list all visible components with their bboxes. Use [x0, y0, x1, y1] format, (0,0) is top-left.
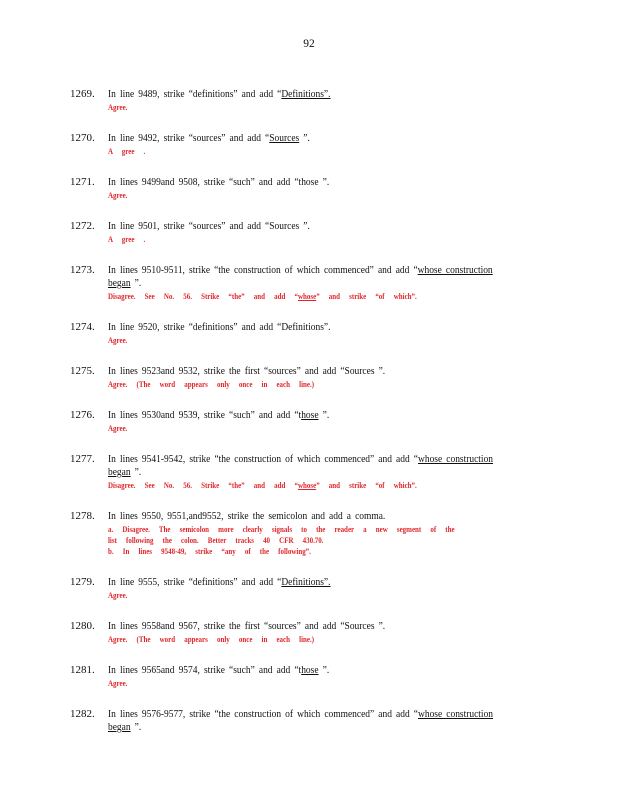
- instruction-text: [108, 264, 512, 290]
- instruction-pre: In lines 9565and 9574, strike “such” and add “t: [108, 664, 302, 676]
- instruction-text: [108, 176, 471, 189]
- reviewer-comment: [108, 291, 493, 302]
- comment-line: A gree .: [108, 146, 146, 156]
- entry-body: [108, 321, 530, 346]
- instruction-underlined: hose: [301, 664, 319, 676]
- comment-line: b. In lines 9548-49, strike “any of the following”.: [108, 546, 311, 556]
- reviewer-comment: [108, 234, 454, 245]
- comment-line: A gree .: [108, 234, 146, 244]
- entry-item: [70, 321, 530, 346]
- entry-number: 1275.: [70, 365, 95, 377]
- entry-body: [108, 264, 578, 302]
- entry-body: [108, 453, 578, 491]
- entry-body: [108, 365, 530, 390]
- instruction-underlined: Definitions”.: [281, 576, 331, 588]
- comment-line: Agree.: [108, 590, 128, 600]
- instruction-pre: In lines 9576-9577, strike “the construction of which commenced” and add “: [108, 708, 419, 720]
- reviewer-comment: [108, 190, 454, 201]
- entry-number: 1279.: [70, 576, 95, 588]
- page-number: 92: [303, 38, 315, 50]
- reviewer-comment: [108, 379, 454, 390]
- instruction-post: ”.: [130, 277, 142, 289]
- entry-number: 1273.: [70, 264, 95, 276]
- comment-line: Agree.: [108, 423, 128, 433]
- instruction-text: [108, 321, 471, 334]
- entry-body: [108, 708, 578, 734]
- instruction-text: [108, 664, 471, 677]
- entry-body: [108, 132, 530, 157]
- instruction-pre: In line 9489, strike “definitions” and add “: [108, 88, 282, 100]
- entry-body: [108, 176, 530, 201]
- entry-number: 1277.: [70, 453, 95, 465]
- instruction-pre: In lines 9550, 9551,and9552, strike the semicolon and add a comma.: [108, 510, 386, 522]
- instruction-text: [108, 510, 471, 523]
- entry-list: [70, 88, 530, 753]
- instruction-post: ”.: [318, 664, 330, 676]
- instruction-post: ”.: [130, 466, 142, 478]
- entry-item: [70, 264, 530, 302]
- entry-body: [108, 664, 530, 689]
- instruction-text: [108, 365, 471, 378]
- comment-line: Agree. (The word appears only once in each line.): [108, 634, 315, 644]
- entry-body: [108, 510, 531, 557]
- entry-body: [108, 576, 530, 601]
- entry-item: [70, 708, 530, 734]
- reviewer-comment: [108, 102, 454, 113]
- reviewer-comment: [108, 678, 454, 689]
- instruction-pre: In lines 9530and 9539, strike “such” and add “t: [108, 409, 302, 421]
- instruction-text: [108, 220, 471, 233]
- entry-item: [70, 664, 530, 689]
- entry-item: [70, 620, 530, 645]
- entry-body: [108, 409, 530, 434]
- instruction-post: ”.: [299, 132, 310, 144]
- entry-number: 1271.: [70, 176, 95, 188]
- entry-item: [70, 365, 530, 390]
- instruction-post: ”.: [130, 721, 142, 733]
- comment-underlined: whose: [297, 291, 317, 301]
- instruction-text: [108, 88, 471, 101]
- instruction-underlined: whose construction began: [108, 264, 493, 289]
- comment-line: Agree.: [108, 190, 128, 200]
- reviewer-comment: [108, 146, 454, 157]
- instruction-text: [108, 708, 512, 734]
- instruction-pre: In lines 9499and 9508, strike “such” and add “those ”.: [108, 176, 330, 188]
- comment-line: a. Disagree. The semicolon more clearly signals to the reader a new segment of the: [108, 524, 455, 534]
- entry-number: 1278.: [70, 510, 95, 522]
- reviewer-comment: [108, 480, 493, 491]
- comment-pre: Disagree. See No. 56. Strike “the” and add “: [108, 291, 298, 301]
- instruction-pre: In lines 9510-9511, strike “the construction of which commenced” and add “: [108, 264, 418, 276]
- instruction-pre: In lines 9541-9542, strike “the construction of which commenced” and add “: [108, 453, 419, 465]
- instruction-text: [108, 409, 471, 422]
- entry-number: 1269.: [70, 88, 95, 100]
- comment-line: Agree.: [108, 335, 128, 345]
- comment-line: list following the colon. Better tracks 40 CFR 430.70.: [108, 535, 324, 545]
- entry-number: 1282.: [70, 708, 95, 720]
- reviewer-comment: [108, 335, 454, 346]
- comment-line: Agree. (The word appears only once in each line.): [108, 379, 315, 389]
- instruction-text: [108, 132, 471, 145]
- entry-body: [108, 620, 530, 645]
- instruction-pre: In line 9501, strike “sources” and add “Sources ”.: [108, 220, 310, 232]
- entry-number: 1276.: [70, 409, 95, 421]
- entry-item: [70, 409, 530, 434]
- instruction-post: ”.: [318, 409, 330, 421]
- entry-item: [70, 88, 530, 113]
- entry-item: [70, 220, 530, 245]
- instruction-pre: In lines 9523and 9532, strike the first “sources” and add “Sources ”.: [108, 365, 386, 377]
- instruction-underlined: Sources: [269, 132, 300, 144]
- entry-body: [108, 220, 530, 245]
- instruction-text: [108, 576, 471, 589]
- instruction-pre: In lines 9558and 9567, strike the first “sources” and add “Sources ”.: [108, 620, 386, 632]
- comment-line: Agree.: [108, 678, 128, 688]
- entry-number: 1281.: [70, 664, 95, 676]
- instruction-pre: In line 9520, strike “definitions” and add “Definitions”.: [108, 321, 331, 333]
- instruction-pre: In line 9555, strike “definitions” and add “: [108, 576, 282, 588]
- entry-item: [70, 176, 530, 201]
- instruction-text: [108, 620, 471, 633]
- entry-number: 1270.: [70, 132, 95, 144]
- instruction-underlined: whose construction began: [108, 453, 494, 478]
- entry-number: 1280.: [70, 620, 95, 632]
- instruction-underlined: whose construction began: [108, 708, 494, 733]
- entry-body: [108, 88, 530, 113]
- entry-item: [70, 510, 530, 557]
- instruction-text: [108, 453, 512, 479]
- instruction-pre: In line 9492, strike “sources” and add “: [108, 132, 270, 144]
- entry-item: [70, 576, 530, 601]
- entry-item: [70, 453, 530, 491]
- reviewer-comment: [108, 590, 454, 601]
- entry-number: 1272.: [70, 220, 95, 232]
- comment-post: ” and strike “of which”.: [316, 480, 417, 490]
- comment-pre: Disagree. See No. 56. Strike “the” and add “: [108, 480, 298, 490]
- reviewer-comment: [108, 634, 454, 645]
- instruction-underlined: hose: [301, 409, 319, 421]
- reviewer-comment: [108, 524, 455, 557]
- entry-number: 1274.: [70, 321, 95, 333]
- comment-post: ” and strike “of which”.: [316, 291, 417, 301]
- instruction-underlined: Definitions”.: [281, 88, 331, 100]
- entry-item: [70, 132, 530, 157]
- reviewer-comment: [108, 423, 454, 434]
- comment-underlined: whose: [297, 480, 317, 490]
- comment-line: Agree.: [108, 102, 128, 112]
